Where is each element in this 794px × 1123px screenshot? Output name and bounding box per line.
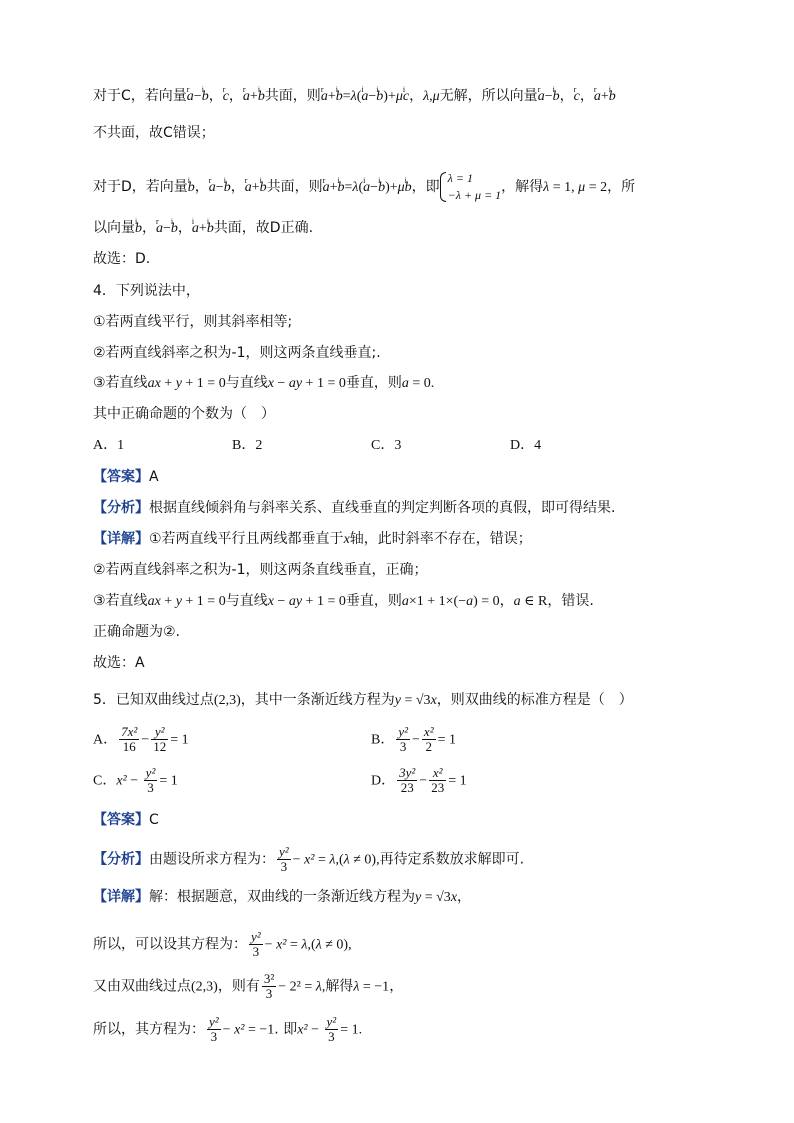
detail-tag: 【详解】 [93, 531, 149, 547]
q4-analysis [93, 498, 615, 518]
q4-answer [93, 467, 159, 487]
q5-option-d: D． $\frac{\text{3y²}}{23}$ − $\frac{\text{x²}}{23}$ = 1 [371, 765, 467, 795]
text-q5-d2-pre: 所以，可以设其方程为： [93, 936, 247, 953]
q4-detail-1: 【详解】①若两直线平行且两线都垂直于x轴，此时斜率不存在，错误； [93, 531, 532, 547]
q4-statement-3: ③若直线ax + y + 1 = 0与直线x − ay + 1 = 0垂直，则a = 0. [93, 375, 435, 391]
text-q4-d3-mid2: 垂直，则 [345, 593, 402, 609]
q5-answer [93, 810, 159, 830]
text-q4-d3-mid: 与直线 [225, 593, 268, 609]
q5-answer-value: C [149, 812, 159, 828]
text-q4-d3-post: ，错误. [547, 593, 594, 609]
text-d-part2: 共面，则 [266, 179, 323, 195]
analysis-tag: 【分析】 [93, 500, 149, 516]
q4-answer-value: A [149, 469, 159, 485]
text-d-part3: ，即 [411, 179, 440, 195]
q5-detail-1: 【详解】解：根据题意，双曲线的一条渐近线方程为y = √3x， [93, 889, 472, 905]
text-q5-analysis-post: 再待定系数放求解即可. [379, 851, 525, 868]
q4-question: 其中正确命题的个数为（ ） [93, 406, 275, 422]
q5-detail-2: 所以，可以设其方程为： $\frac{\text{y²}}{3}$ − x² = λ,(λ ≠ 0), [93, 929, 352, 959]
q5-answer-tag: 【答案】 [93, 812, 149, 828]
text-q5-d3-mid2: 解得 [325, 978, 354, 995]
text-d-part7: 共面，故D正确. [213, 220, 314, 236]
q4-stem: 4．下列说法中， [93, 283, 200, 299]
q4-option-c: C．3 [371, 438, 402, 453]
option-d-analysis-line1: 对于D，若向量i b，r a−i b，r a+i b共面，则r a+i b=λ(i a−i b)+μi b，即 λ = 1 −λ + μ = 1 ，解得λ = 1, μ = 2，所 [93, 170, 635, 204]
q4-correct: 正确命题为②. [93, 624, 181, 640]
q4-analysis-text: 根据直线倾斜角与斜率关系、直线垂直的判定判断各项的真假，即可得结果. [149, 500, 616, 516]
text-d-part5: ，所 [607, 179, 636, 195]
answer-tag: 【答案】 [93, 469, 149, 485]
text-q5-d1-pre: 解：根据题意，双曲线的一条渐近线方程为 [149, 889, 415, 905]
q5-stem: 5．已知双曲线过点(2,3)，其中一条渐近线方程为y = √3x，则双曲线的标准方程是（ ） [93, 692, 633, 708]
answer-prev: 故选：D. [93, 251, 151, 267]
option-c-analysis-line1: 对于C，若向量r a−i b，r c，r a+i b共面，则r a+i b=λ(i a−i b)+μi c，λ,μ无解，所以向量r a−i b，r c，r a+i b [93, 86, 616, 107]
text-q4-s3-mid2: 垂直，则 [345, 375, 402, 391]
q4-detail-2: ②若两直线斜率之积为-1，则这两条直线垂直，正确； [93, 562, 428, 578]
text-q4-d3-pre: ③若直线 [93, 593, 148, 609]
q5-option-c: C．x² − $\frac{\text{y²}}{3}$ = 1 [93, 765, 178, 795]
q5-detail-4: 所以，其方程为： $\frac{\text{y²}}{3}$ − x² = −1. 即x² − $\frac{\text{y²}}{3}$ = 1. [93, 1014, 363, 1044]
text-q4-d1-post: 轴，此时斜率不存在，错误； [349, 531, 532, 547]
q5-option-b-label: B． [371, 732, 395, 748]
text-q5-stem-pre: 5．已知双曲线过点 [93, 692, 214, 708]
q5-detail-tag: 【详解】 [93, 889, 149, 905]
text-c-part2: 共面，则 [264, 88, 321, 104]
q5-option-b: B． $\frac{\text{y²}}{3}$ − $\frac{\text{x²}}{2}$ = 1 [371, 724, 456, 754]
text-d-part6: 以向量 [93, 220, 135, 236]
q4-choose: 故选：A [93, 655, 145, 671]
text-q4-s3-pre: ③若直线 [93, 375, 148, 391]
text-q5-d3-pre: 又由双曲线过点 [93, 978, 191, 995]
q4-option-a: A．1 [93, 438, 125, 453]
option-d-analysis-line2: 以向量i b，r a−i b，i a+i b共面，故D正确. [93, 218, 313, 239]
q4-statement-1: ①若两直线平行，则其斜率相等; [93, 314, 293, 330]
text-c-part3: 无解，所以向量 [439, 88, 538, 104]
q5-detail-3: 又由双曲线过点(2,3)，则有 $\frac{\text{3²}}{3}$ − 2² = λ,解得λ = −1， [93, 971, 404, 1001]
option-c-analysis-line2: 不共面，故C错误； [93, 125, 215, 141]
text-c-part1: 对于C，若向量 [93, 88, 187, 104]
text-q5-d4-mid: . 即 [274, 1021, 298, 1038]
text-q5-d4-pre: 所以，其方程为： [93, 1021, 205, 1038]
q4-statement-2: ②若两直线斜率之积为-1，则这两条直线垂直;. [93, 345, 381, 361]
q4-detail-3: ③若直线ax + y + 1 = 0与直线x − ay + 1 = 0垂直，则a×1 + 1×(−a) = 0，a ∈ R，错误. [93, 593, 594, 609]
q5-analysis-tag: 【分析】 [93, 851, 149, 868]
equation-system: λ = 1 −λ + μ = 1 [440, 170, 502, 204]
text-q5-stem-mid: ，其中一条渐近线方程为 [240, 692, 395, 708]
text-q5-stem-post: ，则双曲线的标准方程是（ ） [436, 692, 633, 708]
q4-option-d: D．4 [510, 438, 542, 453]
text-q4-s3-mid: 与直线 [225, 375, 268, 391]
text-d-part1: 对于D，若向量 [93, 179, 188, 195]
text-d-part4: ，解得 [501, 179, 544, 195]
q5-option-c-label: C． [93, 773, 117, 789]
q5-option-a-label: A． [93, 732, 118, 748]
q4-option-b: B．2 [232, 438, 263, 453]
text-q5-analysis-pre: 由题设所求方程为： [149, 851, 275, 868]
text-q4-d1-pre: ①若两直线平行且两线都垂直于 [149, 531, 344, 547]
text-q5-d3-mid: ，则有 [217, 978, 260, 995]
q5-option-a: A． $\frac{\text{7x²}}{16}$ − $\frac{\text{y²}}{12}$ = 1 [93, 724, 189, 754]
q5-analysis: 【分析】由题设所求方程为： $\frac{\text{y²}}{3}$ − x² = λ,(λ ≠ 0),再待定系数放求解即可. [93, 844, 525, 874]
q5-option-d-label: D． [371, 773, 396, 789]
